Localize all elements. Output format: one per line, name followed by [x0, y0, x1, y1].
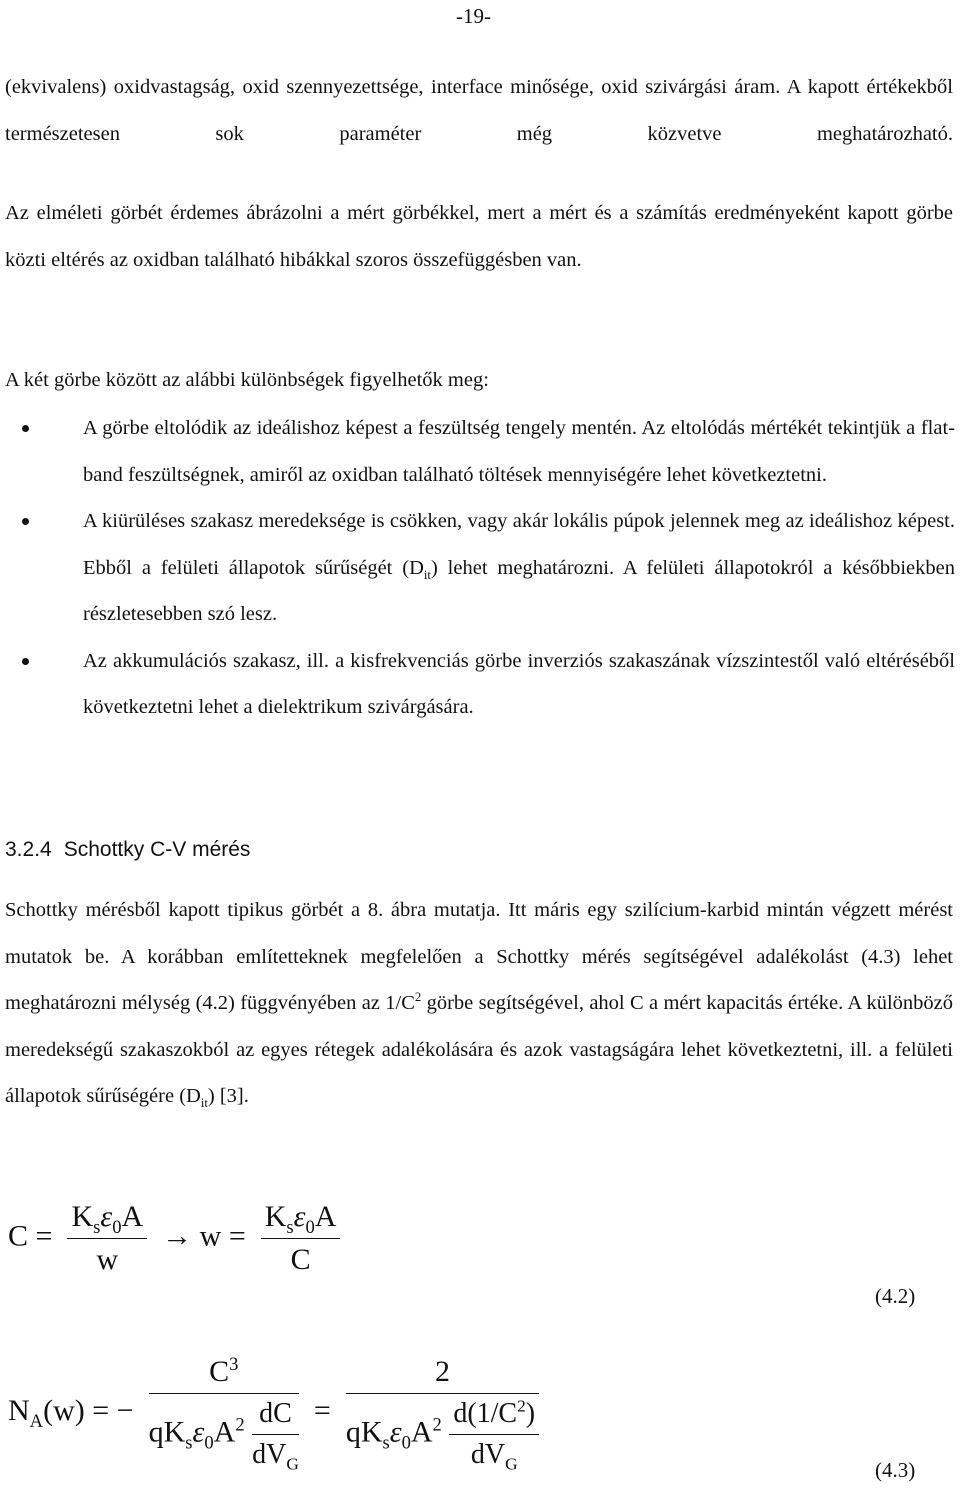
section-title: Schottky C-V mérés [63, 838, 251, 861]
schottky-text-3: ) [3]. [207, 1085, 249, 1107]
equation-4-2: C = $\frac{K_s\varepsilon_0A}{w}$ → w = $\frac{K_s\varepsilon_0A}{C}$ [8, 1200, 340, 1277]
bullet-text-start: A kiürüléses szakasz meredeksége is csökken, vagy akár lokális púpok jelennek meg az ideálishoz képest. Ebből a felületi állapotok sűrűségét (D [83, 510, 955, 579]
equation-number-4-2: (4.2) [875, 1284, 916, 1308]
section-heading [5, 838, 250, 862]
dit-subscript: it [200, 1096, 208, 1111]
paragraph-1: (ekvivalens) oxidvastagság, oxid szennyezettsége, interface minősége, oxid szivárgási áram. A kapott értékekből természetesen sok paraméter még közvetve meghatározható. [5, 76, 953, 145]
schottky-text-1: Schottky mérésből kapott tipikus görbét a 8. ábra mutatja. Itt máris egy szilícium-karbid mintán végzett mérést mutatok be. A korábban említetteknek megfelelően a Schottky mérés segítségével adalékolást (4.3) lehet meghatározni mélység (4.2) függvényében az 1/C [5, 899, 953, 1014]
bullet-item [0, 638, 955, 731]
dit-subscript: it [423, 567, 431, 582]
equation-number-4-3: (4.3) [875, 1458, 916, 1482]
bullet-text: A görbe eltolódik az ideálishoz képest a feszültség tengely mentén. Az eltolódás mértékét tekintjük a flat-band feszültségnek, amiről az oxidban található töltések mennyiségére lehet következtetni. [83, 417, 955, 486]
paragraph-3: A két görbe között az alábbi különbségek figyelhetők meg: [5, 369, 489, 391]
bullet-item [0, 498, 955, 638]
page-number: -19- [456, 4, 491, 28]
bullet-item [0, 405, 955, 498]
bullet-dot-icon [22, 425, 29, 432]
c-squared-superscript: 2 [414, 990, 422, 1005]
bullet-text: Az akkumulációs szakasz, ill. a kisfrekvenciás görbe inverziós szakaszának vízszintestől való eltéréséből következtetni lehet a dielektrikum szivárgására. [83, 649, 955, 718]
section-number: 3.2.4 [5, 838, 52, 861]
bullet-dot-icon [22, 658, 29, 665]
paragraph-2: Az elméleti görbét érdemes ábrázolni a mért görbékkel, mert a mért és a számítás eredményeként kapott görbe közti eltérés az oxidban található hibákkal szoros összefüggésben van. [5, 202, 953, 271]
schottky-paragraph [5, 887, 953, 1120]
bullet-dot-icon [22, 518, 29, 525]
equation-4-3: $N_A(w)$ = − $C^3$ $qK_s\varepsilon_0A^2$ $\frac{dC}{dV_G}$ = 2 $qK_s\varepsilon_0A^2$ $\frac{d(1/C^2)}{dV_G}$ [8, 1355, 539, 1471]
bullet-text-end: ) lehet meghatározni. A felületi állapotokról a későbbiekben részletesebben szó lesz. [83, 556, 955, 625]
schottky-text-2: görbe segítségével, ahol C a mért kapacitás értéke. A különböző meredekségű szakaszokból az egyes rétegek adalékolására és azok vastagságára lehet következtetni, ill. a felületi állapotok sűrűségére (D [5, 992, 953, 1107]
bullet-list [0, 405, 955, 731]
